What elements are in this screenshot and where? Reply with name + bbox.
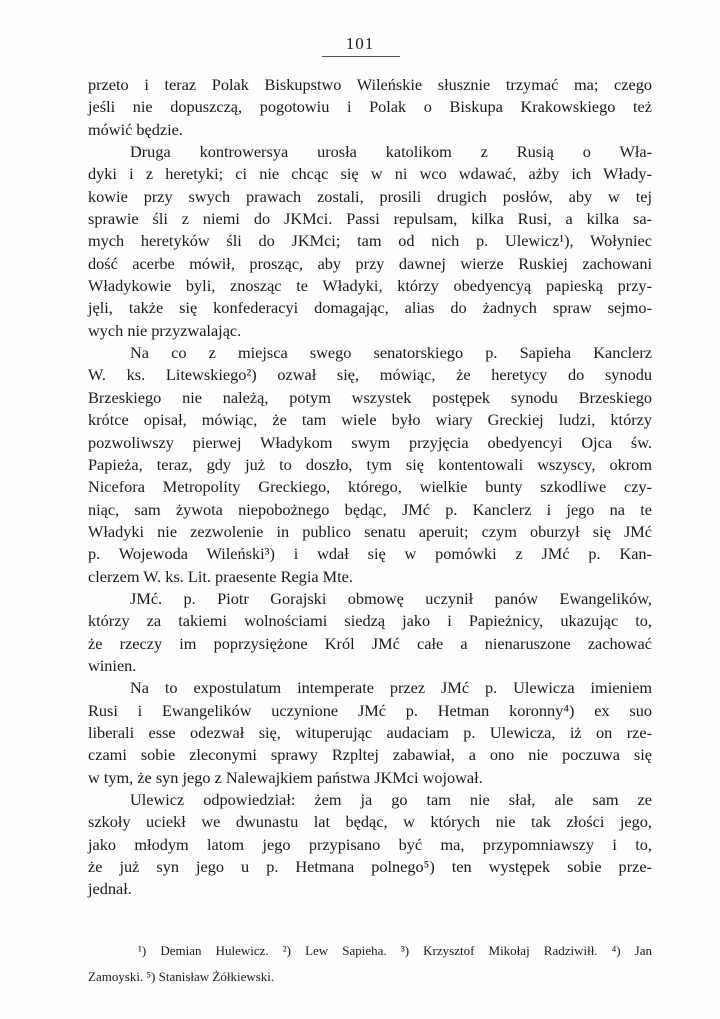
text-line: Władyki nie zezwolenie in publico senatu aperuit; czym oburzył się JMć xyxy=(88,521,652,541)
text-line: mych heretyków śli do JKMci; tam od nich p. Ulewicz¹), Wołyniec xyxy=(88,231,652,251)
text-line: Rusi i Ewangelików uczynione JMć p. Hetman koronny⁴) ex suo xyxy=(88,700,652,720)
text-line: krótce opisał, mówiąc, że tam wiele było wiary Greckiej ludzi, którzy xyxy=(88,410,652,430)
text-line: czami sobie zleconymi sprawy Rzpltej zabawiał, a ono nie poczuwa się xyxy=(88,745,652,765)
text-line: Ulewicz odpowiedział: żem ja go tam nie słał, ale sam ze xyxy=(130,790,652,809)
text-line: Na co z miejsca swego senatorskiego p. Sapieha Kanclerz xyxy=(130,343,652,363)
text-line: sprawie śli z niemi do JKMci. Passi repulsam, kilka Rusi, a kilka sa- xyxy=(88,209,652,229)
text-line: niąc, sam żywota niepobożnego będąc, JMć p. Kanclerz i jego na te xyxy=(88,499,652,519)
text-line: Papieża, teraz, gdy już to doszło, tym się kontentowali wszyscy, okrom xyxy=(88,454,652,474)
text-line: dość acerbe mówił, prosząc, aby przy dawnej wierze Ruskiej zachowani xyxy=(88,253,652,273)
text-line: jako młodym latom jego przypisano być ma, przypomniawszy i to, xyxy=(88,834,652,854)
text-line: JMć. p. Piotr Gorajski obmowę uczynił panów Ewangelików, xyxy=(130,588,652,608)
text-line: wych nie przyzwalając. xyxy=(88,320,242,340)
text-line: mówić będzie. xyxy=(88,119,183,139)
text-line: Druga kontrowersya urosła katolikom z Rusią o Wła- xyxy=(130,142,652,162)
text-line: jeśli nie dopuszczą, pogotowiu i Polak o Biskupa Krakowskiego też xyxy=(88,97,652,117)
text-line: szkoły uciekł we dwunastu lat będąc, w których nie tak złości jego, xyxy=(88,812,652,832)
footnote-line: Zamoyski. ⁵) Stanisław Żółkiewski. xyxy=(88,969,275,984)
text-line: że już syn jego u p. Hetmana polnego⁵) ten występek sobie prze- xyxy=(88,857,652,877)
body-text xyxy=(88,74,652,901)
text-line: W. ks. Litewskiego²) ozwał się, mówiąc, że heretycy do synodu xyxy=(88,365,652,385)
page-number: 101 xyxy=(345,34,375,53)
text-line: w tym, że syn jego z Nalewajkiem państwa JKMci wojował. xyxy=(88,767,483,787)
text-line: jęli, także się konfederacyi domagając, alias do żadnych spraw sejmo- xyxy=(88,298,652,318)
header-rule xyxy=(322,56,400,57)
text-line: Nicefora Metropolity Greckiego, którego, wielkie bunty szkodliwe czy- xyxy=(88,477,652,497)
text-line: jednał. xyxy=(88,879,132,899)
text-line: liberali esse odezwał się, wituperując audaciam p. Ulewicza, iż on rze- xyxy=(88,722,652,742)
text-line: przeto i teraz Polak Biskupstwo Wileńskie słusznie trzymać ma; czego xyxy=(88,75,652,94)
text-line: Brzeskiego nie należą, potym wszystek postępek synodu Brzeskiego xyxy=(88,387,652,407)
text-line: kowie przy swych prawach zostali, prosili drugich posłów, aby w tej xyxy=(88,186,652,206)
text-line: którzy za takiemi wolnościami siedzą jako i Papieżnicy, ukazując to, xyxy=(88,611,652,631)
text-line: Na to expostulatum intemperate przez JMć p. Ulewicza imieniem xyxy=(130,678,652,698)
footnote-line: ¹) Demian Hulewicz. ²) Lew Sapieha. ³) Krzysztof Mikołaj Radziwiłł. ⁴) Jan xyxy=(138,943,652,958)
footnotes xyxy=(88,938,652,990)
text-line: Władykowie byli, znosząc te Władyki, którzy obedyencyą papieską przy- xyxy=(88,276,652,296)
text-line: p. Wojewoda Wileński³) i wdał się w pomówki z JMć p. Kan- xyxy=(88,544,652,564)
text-line: winien. xyxy=(88,655,137,675)
text-line: clerzem W. ks. Lit. praesente Regia Mte. xyxy=(88,566,353,586)
text-line: pozwoliwszy pierwej Władykom swym przyjęcia obedyencyi Ojca św. xyxy=(88,432,652,452)
text-line: że rzeczy im poprzysiężone Król JMć całe a nienaruszone zachować xyxy=(88,633,652,653)
text-line: dyki i z heretyki; ci nie chcąc się w ni wco wdawać, ażby ich Włady- xyxy=(88,164,652,184)
